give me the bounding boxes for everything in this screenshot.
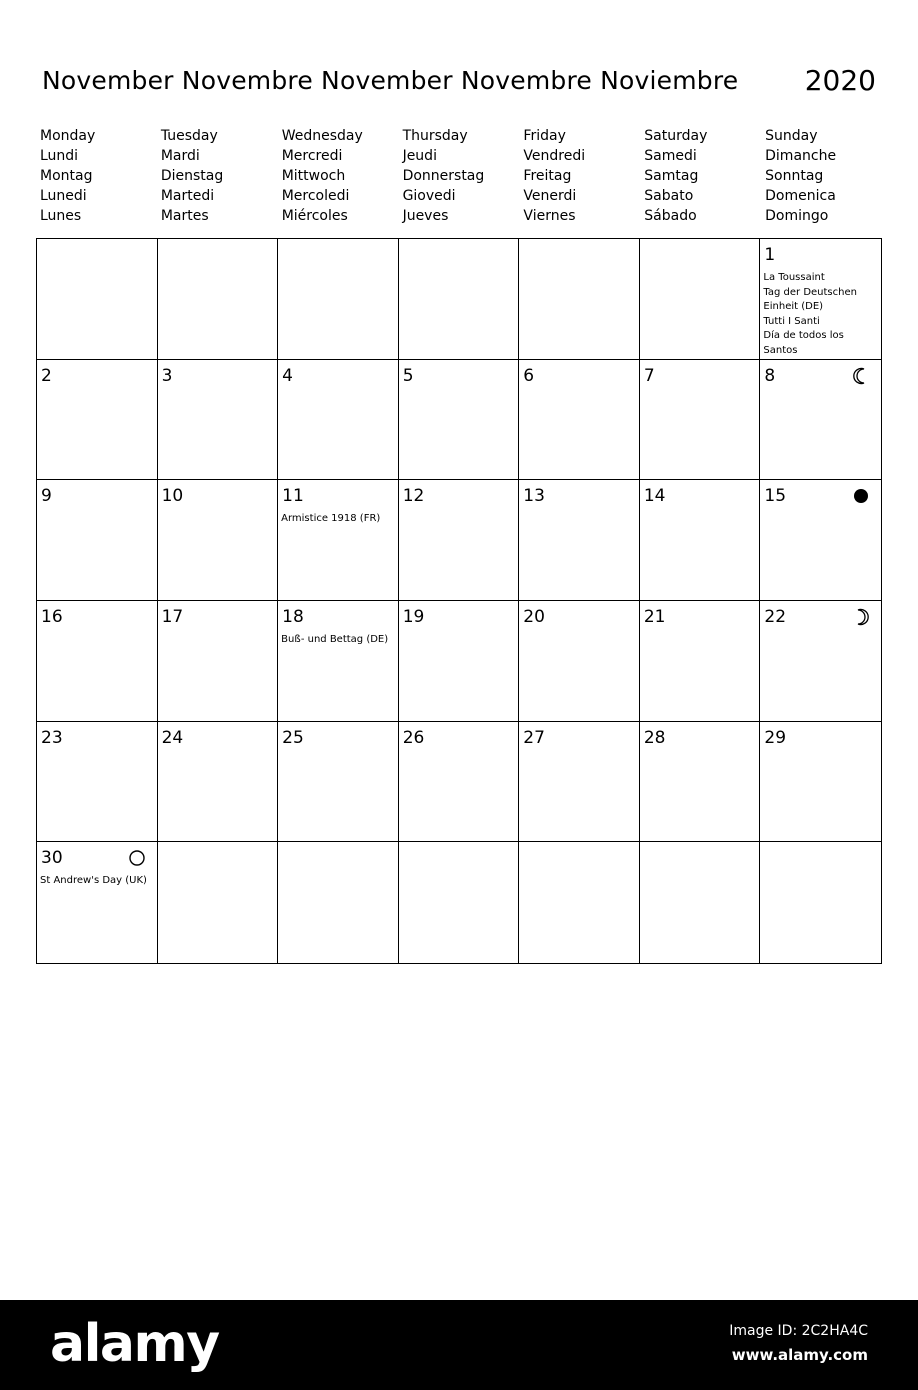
day-cell [519, 360, 640, 481]
day-cell [399, 722, 520, 843]
day-cell [37, 360, 158, 481]
weekday-label: Freitag [523, 168, 572, 184]
weekday-column [519, 126, 640, 226]
day-cell [37, 842, 158, 963]
weekday-label: Venerdi [523, 188, 577, 204]
weekday-label: Viernes [523, 208, 576, 224]
weekday-label: Donnerstag [402, 168, 485, 184]
day-number: 10 [161, 486, 184, 507]
weekday-column [157, 126, 278, 226]
weekday-label: Tuesday [160, 128, 218, 144]
day-cell [760, 480, 881, 601]
holiday-note: St Andrew's Day (UK) [40, 875, 147, 887]
day-cell [278, 480, 399, 601]
empty-cell [640, 239, 761, 360]
empty-cell [640, 842, 761, 963]
day-number: 21 [643, 606, 666, 627]
day-number: 11 [282, 486, 304, 507]
empty-cell [399, 239, 520, 360]
day-number: 18 [282, 606, 304, 627]
empty-cell [278, 842, 399, 963]
day-cell [158, 601, 279, 722]
weekday-label: Montag [40, 168, 93, 184]
holiday-note: Día de todos los Santos [763, 330, 844, 356]
holiday-note: Armistice 1918 (FR) [281, 513, 381, 525]
holiday-note: Tutti I Santi [763, 315, 820, 327]
alamy-logo: alamy [50, 1314, 219, 1374]
day-number: 24 [161, 727, 184, 748]
image-id: Image ID: 2C2HA4C [729, 1323, 868, 1339]
day-cell [158, 722, 279, 843]
weekday-label: Sonntag [765, 168, 824, 184]
empty-cell [37, 239, 158, 360]
day-number: 2 [41, 365, 52, 386]
day-cell [158, 360, 279, 481]
holiday-notes [281, 512, 396, 527]
day-cell [399, 360, 520, 481]
day-number: 13 [523, 486, 545, 507]
day-cell [278, 601, 399, 722]
day-number: 25 [282, 727, 304, 748]
watermark-footer [0, 1300, 918, 1390]
day-number: 1 [764, 245, 776, 265]
day-cell [158, 480, 279, 601]
day-cell [640, 360, 761, 481]
first-quarter-icon [851, 607, 871, 627]
weekday-label: Samtag [644, 168, 699, 184]
day-number: 5 [402, 365, 414, 386]
weekday-column [761, 126, 882, 226]
weekday-label: Sabato [644, 188, 694, 204]
weekday-label: Mittwoch [281, 168, 346, 184]
weekday-label: Thursday [402, 128, 468, 144]
weekday-column [36, 126, 157, 226]
weekday-label: Friday [523, 128, 566, 144]
holiday-note: Einheit (DE) [763, 301, 824, 312]
weekday-label: Lunedi [40, 188, 87, 204]
holiday-note: La Toussaint [763, 272, 825, 283]
weekday-label: Monday [40, 128, 96, 144]
weekday-label: Dimanche [765, 148, 837, 164]
weekday-label: Mercoledi [281, 188, 350, 204]
day-number: 9 [41, 486, 52, 507]
day-number: 12 [402, 486, 425, 507]
day-cell [519, 601, 640, 722]
site-url: www.alamy.com [731, 1346, 868, 1364]
day-cell [278, 360, 399, 481]
month-title: November Novembre November Novembre Noviembre [42, 66, 739, 95]
day-number: 27 [523, 727, 545, 748]
holiday-notes [281, 633, 396, 648]
holiday-note: Tag der Deutschen [763, 286, 857, 298]
empty-cell [158, 239, 279, 360]
weekday-column [399, 126, 520, 226]
day-cell [760, 722, 881, 843]
holiday-notes [763, 271, 879, 358]
day-cell [37, 722, 158, 843]
day-number: 6 [523, 365, 535, 386]
weekday-label: Lunes [40, 208, 82, 224]
weekday-label: Saturday [644, 128, 708, 144]
day-cell [399, 480, 520, 601]
weekday-label: Wednesday [281, 128, 363, 144]
day-cell [760, 239, 881, 360]
calendar-grid [36, 238, 882, 964]
weekday-column [278, 126, 399, 226]
weekday-label: Jueves [402, 208, 449, 224]
weekday-label: Miércoles [281, 208, 348, 224]
day-cell [640, 480, 761, 601]
day-cell [399, 601, 520, 722]
new-moon-icon [851, 486, 871, 506]
weekday-label: Vendredi [523, 148, 586, 164]
weekday-label: Domenica [765, 188, 836, 204]
day-number: 7 [643, 365, 655, 386]
day-number: 14 [643, 486, 666, 507]
day-cell [37, 480, 158, 601]
day-number: 15 [764, 486, 787, 507]
full-moon-icon [127, 848, 147, 868]
day-cell [640, 722, 761, 843]
day-cell [278, 722, 399, 843]
weekday-label: Jeudi [402, 148, 437, 164]
weekday-column [640, 126, 761, 226]
weekday-label: Mercredi [281, 148, 343, 164]
weekday-label: Samedi [644, 148, 697, 164]
day-number: 8 [764, 365, 776, 386]
empty-cell [760, 842, 881, 963]
weekday-label: Domingo [765, 208, 829, 224]
empty-cell [158, 842, 279, 963]
day-cell [519, 722, 640, 843]
day-cell [519, 480, 640, 601]
day-cell [37, 601, 158, 722]
day-number: 20 [523, 606, 545, 627]
weekday-label: Sunday [765, 128, 818, 144]
day-number: 3 [161, 365, 173, 386]
last-quarter-icon [851, 366, 871, 386]
day-number: 4 [282, 365, 293, 386]
weekday-label: Sábado [644, 208, 697, 224]
day-cell [760, 601, 881, 722]
weekday-label: Lundi [40, 148, 79, 164]
day-number: 29 [764, 727, 787, 748]
weekday-header [36, 126, 882, 226]
empty-cell [519, 842, 640, 963]
empty-cell [519, 239, 640, 360]
weekday-label: Mardi [160, 148, 200, 164]
weekday-label: Martes [160, 208, 209, 224]
day-cell [760, 360, 881, 481]
day-number: 17 [161, 606, 184, 627]
day-number: 26 [402, 727, 425, 748]
day-number: 23 [41, 727, 63, 748]
day-number: 30 [41, 848, 63, 869]
holiday-note: Buß- und Bettag (DE) [281, 633, 389, 645]
day-number: 28 [643, 727, 666, 748]
empty-cell [278, 239, 399, 360]
year-label: 2020 [804, 64, 876, 97]
day-cell [640, 601, 761, 722]
day-number: 16 [41, 606, 63, 627]
weekday-label: Dienstag [160, 168, 224, 184]
weekday-label: Martedi [160, 188, 215, 204]
weekday-label: Giovedi [402, 188, 456, 204]
holiday-notes [40, 874, 155, 889]
day-number: 19 [402, 606, 425, 627]
empty-cell [399, 842, 520, 963]
day-number: 22 [764, 606, 787, 627]
